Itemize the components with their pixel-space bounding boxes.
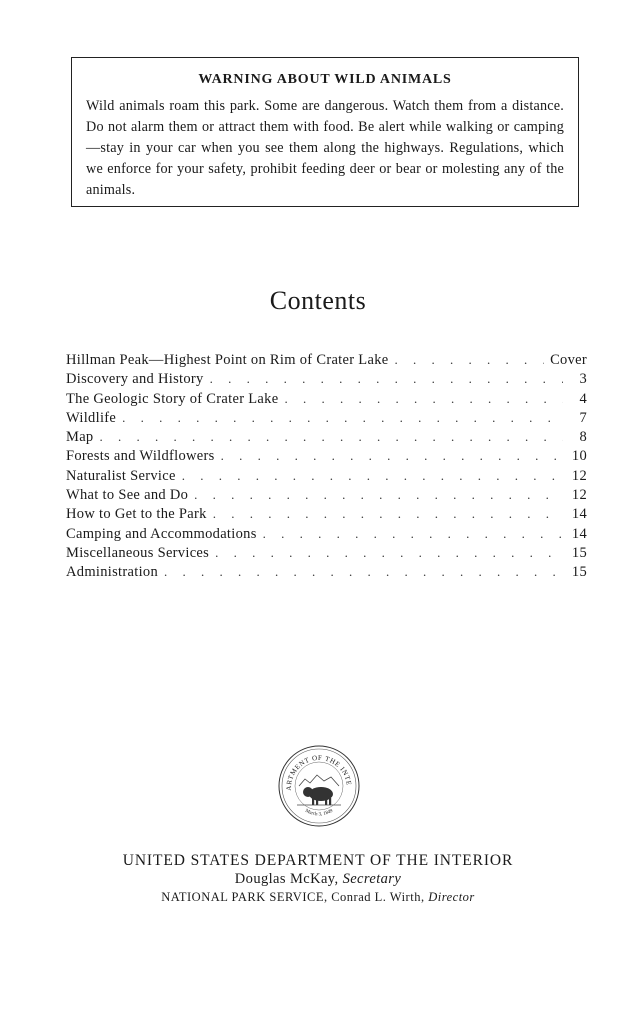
department-seal xyxy=(277,744,361,828)
toc-entry-label: Wildlife xyxy=(66,409,117,426)
toc-entry-page: 15 xyxy=(571,544,587,561)
toc-entry-label: Naturalist Service xyxy=(66,467,176,484)
toc-entry-label: How to Get to the Park xyxy=(66,506,207,523)
warning-box xyxy=(71,57,579,207)
toc-entry-label: Discovery and History xyxy=(66,371,204,388)
toc-leader-dots xyxy=(99,429,563,445)
toc-entry xyxy=(66,526,587,545)
secretary-line xyxy=(0,871,636,888)
toc-entry-page: 12 xyxy=(571,487,587,504)
toc-leader-dots xyxy=(182,468,563,484)
director-title: Director xyxy=(428,890,475,904)
toc-entry-label: Administration xyxy=(66,564,158,581)
toc-entry-page: 4 xyxy=(579,390,587,407)
toc-entry xyxy=(66,448,587,467)
toc-leader-dots xyxy=(213,506,563,522)
toc-entry-label: What to See and Do xyxy=(66,487,189,504)
toc-leader-dots xyxy=(164,564,563,580)
toc-entry-page: 12 xyxy=(571,467,587,484)
svg-text:DEPARTMENT OF THE INTERIOR xyxy=(277,744,353,791)
toc-entry-label: Map xyxy=(66,429,94,446)
toc-leader-dots xyxy=(394,352,544,368)
toc-leader-dots xyxy=(122,410,563,426)
toc-entry-page: 15 xyxy=(571,564,587,581)
toc-entry xyxy=(66,371,587,390)
park-service-line xyxy=(0,890,636,905)
toc-entry-label: Forests and Wildflowers xyxy=(66,448,215,465)
toc-entry xyxy=(66,487,587,506)
toc-entry xyxy=(66,468,587,487)
toc-entry xyxy=(66,506,587,525)
toc-leader-dots xyxy=(194,487,563,503)
toc-entry xyxy=(66,352,587,371)
table-of-contents xyxy=(66,352,587,584)
seal-date: March 3, 1849 xyxy=(304,808,334,818)
toc-entry-page: 14 xyxy=(571,506,587,523)
toc-leader-dots xyxy=(284,391,563,407)
park-service-director: NATIONAL PARK SERVICE, Conrad L. Wirth, xyxy=(161,890,425,904)
toc-entry-page: 14 xyxy=(571,525,587,542)
toc-entry-label: Miscellaneous Services xyxy=(66,544,210,561)
bison-seal-icon xyxy=(277,744,361,828)
toc-entry-label: The Geologic Story of Crater Lake xyxy=(66,390,279,407)
warning-text: Wild animals roam this park. Some are dangerous. Watch them from a distance. Do not alarm them or attract them with food. Be alert while walking or camping—stay in your car when you see them along the highways. Regulations, which we enforce for your safety, prohibit feeding deer or bear or molesting any of the animals. xyxy=(86,98,564,198)
toc-leader-dots xyxy=(263,526,563,542)
toc-entry xyxy=(66,564,587,583)
toc-entry-label: Camping and Accommodations xyxy=(66,525,257,542)
toc-entry-page: Cover xyxy=(550,352,587,368)
secretary-name: Douglas McKay, xyxy=(234,871,339,887)
toc-entry xyxy=(66,429,587,448)
toc-entry-label: Hillman Peak—Highest Point on Rim of Crater Lake xyxy=(66,352,389,368)
toc-entry xyxy=(66,410,587,429)
department-name: UNITED STATES DEPARTMENT OF THE INTERIOR xyxy=(122,852,514,869)
contents-title: Contents xyxy=(269,286,367,315)
toc-leader-dots xyxy=(221,448,563,464)
warning-title: WARNING ABOUT WILD ANIMALS xyxy=(198,72,452,87)
toc-entry-page: 7 xyxy=(579,409,587,426)
seal-text: ARTMENT OF THE INTE xyxy=(284,753,353,791)
toc-entry-page: 3 xyxy=(579,371,587,388)
toc-leader-dots xyxy=(215,545,563,561)
toc-entry xyxy=(66,545,587,564)
toc-leader-dots xyxy=(210,371,563,387)
toc-entry-page: 8 xyxy=(579,429,587,446)
toc-entry xyxy=(66,391,587,410)
toc-entry-page: 10 xyxy=(571,448,587,465)
secretary-title: Secretary xyxy=(342,871,402,887)
